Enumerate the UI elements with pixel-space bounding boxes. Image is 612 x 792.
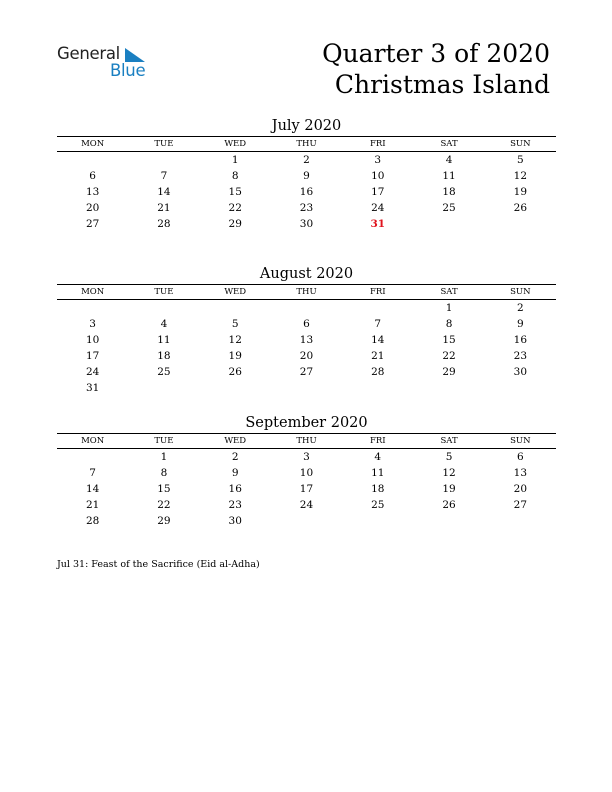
week-row — [57, 300, 556, 316]
day-cell: 29 — [157, 515, 171, 527]
day-cell: 23 — [299, 202, 314, 214]
day-cell: 5 — [231, 318, 239, 330]
day-cell: 3 — [303, 451, 310, 463]
weekday-label: FRI — [369, 436, 386, 446]
day-cell: 10 — [85, 334, 100, 346]
day-cell: 18 — [442, 186, 456, 198]
weekday-label: SAT — [440, 436, 458, 446]
day-cell: 24 — [371, 202, 385, 214]
day-cell — [485, 513, 556, 529]
day-cell: 5 — [516, 154, 524, 166]
weekday-label: WED — [224, 287, 247, 297]
day-cell: 12 — [513, 170, 528, 182]
day-cell: 20 — [299, 350, 314, 362]
day-cell — [57, 152, 128, 168]
day-cell: 7 — [374, 318, 382, 330]
day-cell: 1 — [445, 302, 453, 314]
day-cell: 21 — [371, 350, 385, 362]
day-cell: 7 — [160, 170, 168, 182]
day-cell: 23 — [513, 350, 528, 362]
weekday-label: THU — [296, 436, 317, 446]
page-title — [322, 38, 550, 100]
title-quarter: Quarter 3 of 2020 — [322, 39, 550, 68]
week-row — [57, 380, 556, 396]
day-cell — [200, 380, 271, 396]
day-cell: 9 — [231, 467, 239, 479]
brand-word-general: General — [57, 44, 120, 63]
day-cell: 31 — [85, 382, 100, 394]
week-row — [57, 216, 556, 232]
day-cell: 4 — [374, 451, 382, 463]
day-cell — [342, 300, 413, 316]
day-cell: 11 — [442, 170, 456, 182]
day-cell — [271, 380, 342, 396]
day-cell: 8 — [445, 318, 453, 330]
week-row — [57, 348, 556, 364]
week-row — [57, 364, 556, 380]
day-cell: 13 — [85, 186, 100, 198]
month-calendar — [57, 264, 556, 396]
day-cell: 31 — [370, 218, 386, 230]
day-cell: 22 — [228, 202, 242, 214]
day-cell — [413, 216, 484, 232]
day-cell: 16 — [513, 334, 528, 346]
month-calendar — [57, 116, 556, 232]
week-row — [57, 184, 556, 200]
day-cell: 21 — [157, 202, 171, 214]
week-row — [57, 316, 556, 332]
day-cell: 29 — [228, 218, 242, 230]
day-cell: 23 — [228, 499, 242, 511]
day-cell: 16 — [299, 186, 314, 198]
weekday-header — [57, 433, 556, 449]
week-row — [57, 449, 556, 465]
weekday-label: MON — [81, 436, 105, 446]
day-cell: 25 — [371, 499, 385, 511]
day-cell: 24 — [85, 366, 100, 378]
day-cell: 6 — [89, 170, 96, 182]
weekday-label: SUN — [510, 436, 531, 446]
day-cell — [271, 300, 342, 316]
day-cell: 27 — [85, 218, 100, 230]
month-title: July 2020 — [271, 118, 342, 134]
weekday-label: MON — [81, 287, 105, 297]
day-cell: 14 — [371, 334, 385, 346]
weekday-label: TUE — [154, 287, 174, 297]
day-cell: 30 — [228, 515, 242, 527]
day-cell: 2 — [303, 154, 310, 166]
day-cell: 17 — [371, 186, 385, 198]
day-cell: 30 — [513, 366, 528, 378]
day-cell: 24 — [299, 499, 314, 511]
day-cell — [200, 300, 271, 316]
day-cell: 14 — [85, 483, 100, 495]
day-cell: 18 — [371, 483, 385, 495]
day-cell: 17 — [299, 483, 314, 495]
day-cell — [485, 216, 556, 232]
brand-logo — [57, 44, 157, 84]
day-cell: 1 — [231, 154, 239, 166]
weekday-label: TUE — [154, 436, 174, 446]
day-cell: 10 — [371, 170, 385, 182]
day-cell: 27 — [513, 499, 528, 511]
weekday-label: WED — [224, 436, 247, 446]
day-cell: 15 — [442, 334, 456, 346]
day-cell: 22 — [442, 350, 456, 362]
week-row — [57, 497, 556, 513]
day-cell: 17 — [85, 350, 100, 362]
weekday-label: SUN — [510, 287, 531, 297]
day-cell: 8 — [160, 467, 168, 479]
weekday-label: MON — [81, 139, 105, 149]
week-row — [57, 513, 556, 529]
day-cell: 4 — [160, 318, 168, 330]
day-cell — [271, 513, 342, 529]
week-row — [57, 481, 556, 497]
day-cell: 30 — [299, 218, 314, 230]
weekday-label: WED — [224, 139, 247, 149]
day-cell: 13 — [299, 334, 314, 346]
day-cell: 7 — [89, 467, 96, 479]
day-cell: 1 — [160, 451, 168, 463]
day-cell — [128, 300, 199, 316]
month-calendar — [57, 413, 556, 529]
day-cell: 16 — [228, 483, 242, 495]
day-cell: 15 — [228, 186, 242, 198]
day-cell: 28 — [85, 515, 100, 527]
day-cell: 18 — [157, 350, 171, 362]
day-cell — [342, 513, 413, 529]
day-cell: 6 — [303, 318, 310, 330]
day-cell: 28 — [371, 366, 385, 378]
day-cell: 26 — [228, 366, 242, 378]
week-row — [57, 152, 556, 168]
day-cell: 27 — [299, 366, 314, 378]
day-cell: 12 — [442, 467, 456, 479]
weekday-label: SAT — [440, 139, 458, 149]
day-cell: 6 — [516, 451, 524, 463]
month-title: September 2020 — [245, 415, 368, 431]
day-cell: 10 — [299, 467, 314, 479]
day-cell — [128, 380, 199, 396]
week-row — [57, 465, 556, 481]
weekday-label: THU — [296, 139, 317, 149]
day-cell: 2 — [516, 302, 524, 314]
day-cell: 9 — [303, 170, 310, 182]
day-cell: 3 — [89, 318, 96, 330]
day-cell: 12 — [228, 334, 242, 346]
day-cell: 8 — [231, 170, 239, 182]
day-cell: 22 — [157, 499, 171, 511]
weekday-label: FRI — [369, 287, 386, 297]
weekday-label: FRI — [369, 139, 386, 149]
day-cell: 21 — [85, 499, 100, 511]
holiday-note: Jul 31: Feast of the Sacrifice (Eid al-Adha) — [57, 559, 260, 570]
month-title: August 2020 — [259, 266, 354, 282]
day-cell: 9 — [516, 318, 524, 330]
day-cell: 26 — [513, 202, 528, 214]
weekday-label: SAT — [440, 287, 458, 297]
day-cell: 20 — [85, 202, 100, 214]
day-cell — [413, 513, 484, 529]
title-region: Christmas Island — [334, 70, 550, 99]
day-cell — [413, 380, 484, 396]
day-cell: 4 — [445, 154, 453, 166]
day-cell — [57, 449, 128, 465]
brand-word-blue: Blue — [110, 61, 146, 80]
day-cell: 19 — [442, 483, 456, 495]
day-cell: 19 — [228, 350, 242, 362]
day-cell: 2 — [231, 451, 239, 463]
day-cell: 14 — [157, 186, 171, 198]
day-cell — [342, 380, 413, 396]
day-cell: 3 — [374, 154, 382, 166]
day-cell: 29 — [442, 366, 456, 378]
day-cell — [128, 152, 199, 168]
weekday-label: THU — [296, 287, 317, 297]
day-cell: 11 — [157, 334, 171, 346]
weekday-header — [57, 284, 556, 300]
day-cell — [57, 300, 128, 316]
day-cell: 26 — [442, 499, 456, 511]
day-cell: 20 — [513, 483, 528, 495]
day-cell: 15 — [157, 483, 171, 495]
weekday-label: SUN — [510, 139, 531, 149]
day-cell: 5 — [445, 451, 453, 463]
day-cell: 25 — [157, 366, 171, 378]
weekday-label: TUE — [154, 139, 174, 149]
weekday-header — [57, 136, 556, 152]
day-cell: 25 — [442, 202, 456, 214]
day-cell: 11 — [371, 467, 385, 479]
week-row — [57, 332, 556, 348]
day-cell: 28 — [157, 218, 171, 230]
week-row — [57, 200, 556, 216]
week-row — [57, 168, 556, 184]
day-cell — [485, 380, 556, 396]
day-cell: 13 — [513, 467, 528, 479]
day-cell: 19 — [513, 186, 528, 198]
